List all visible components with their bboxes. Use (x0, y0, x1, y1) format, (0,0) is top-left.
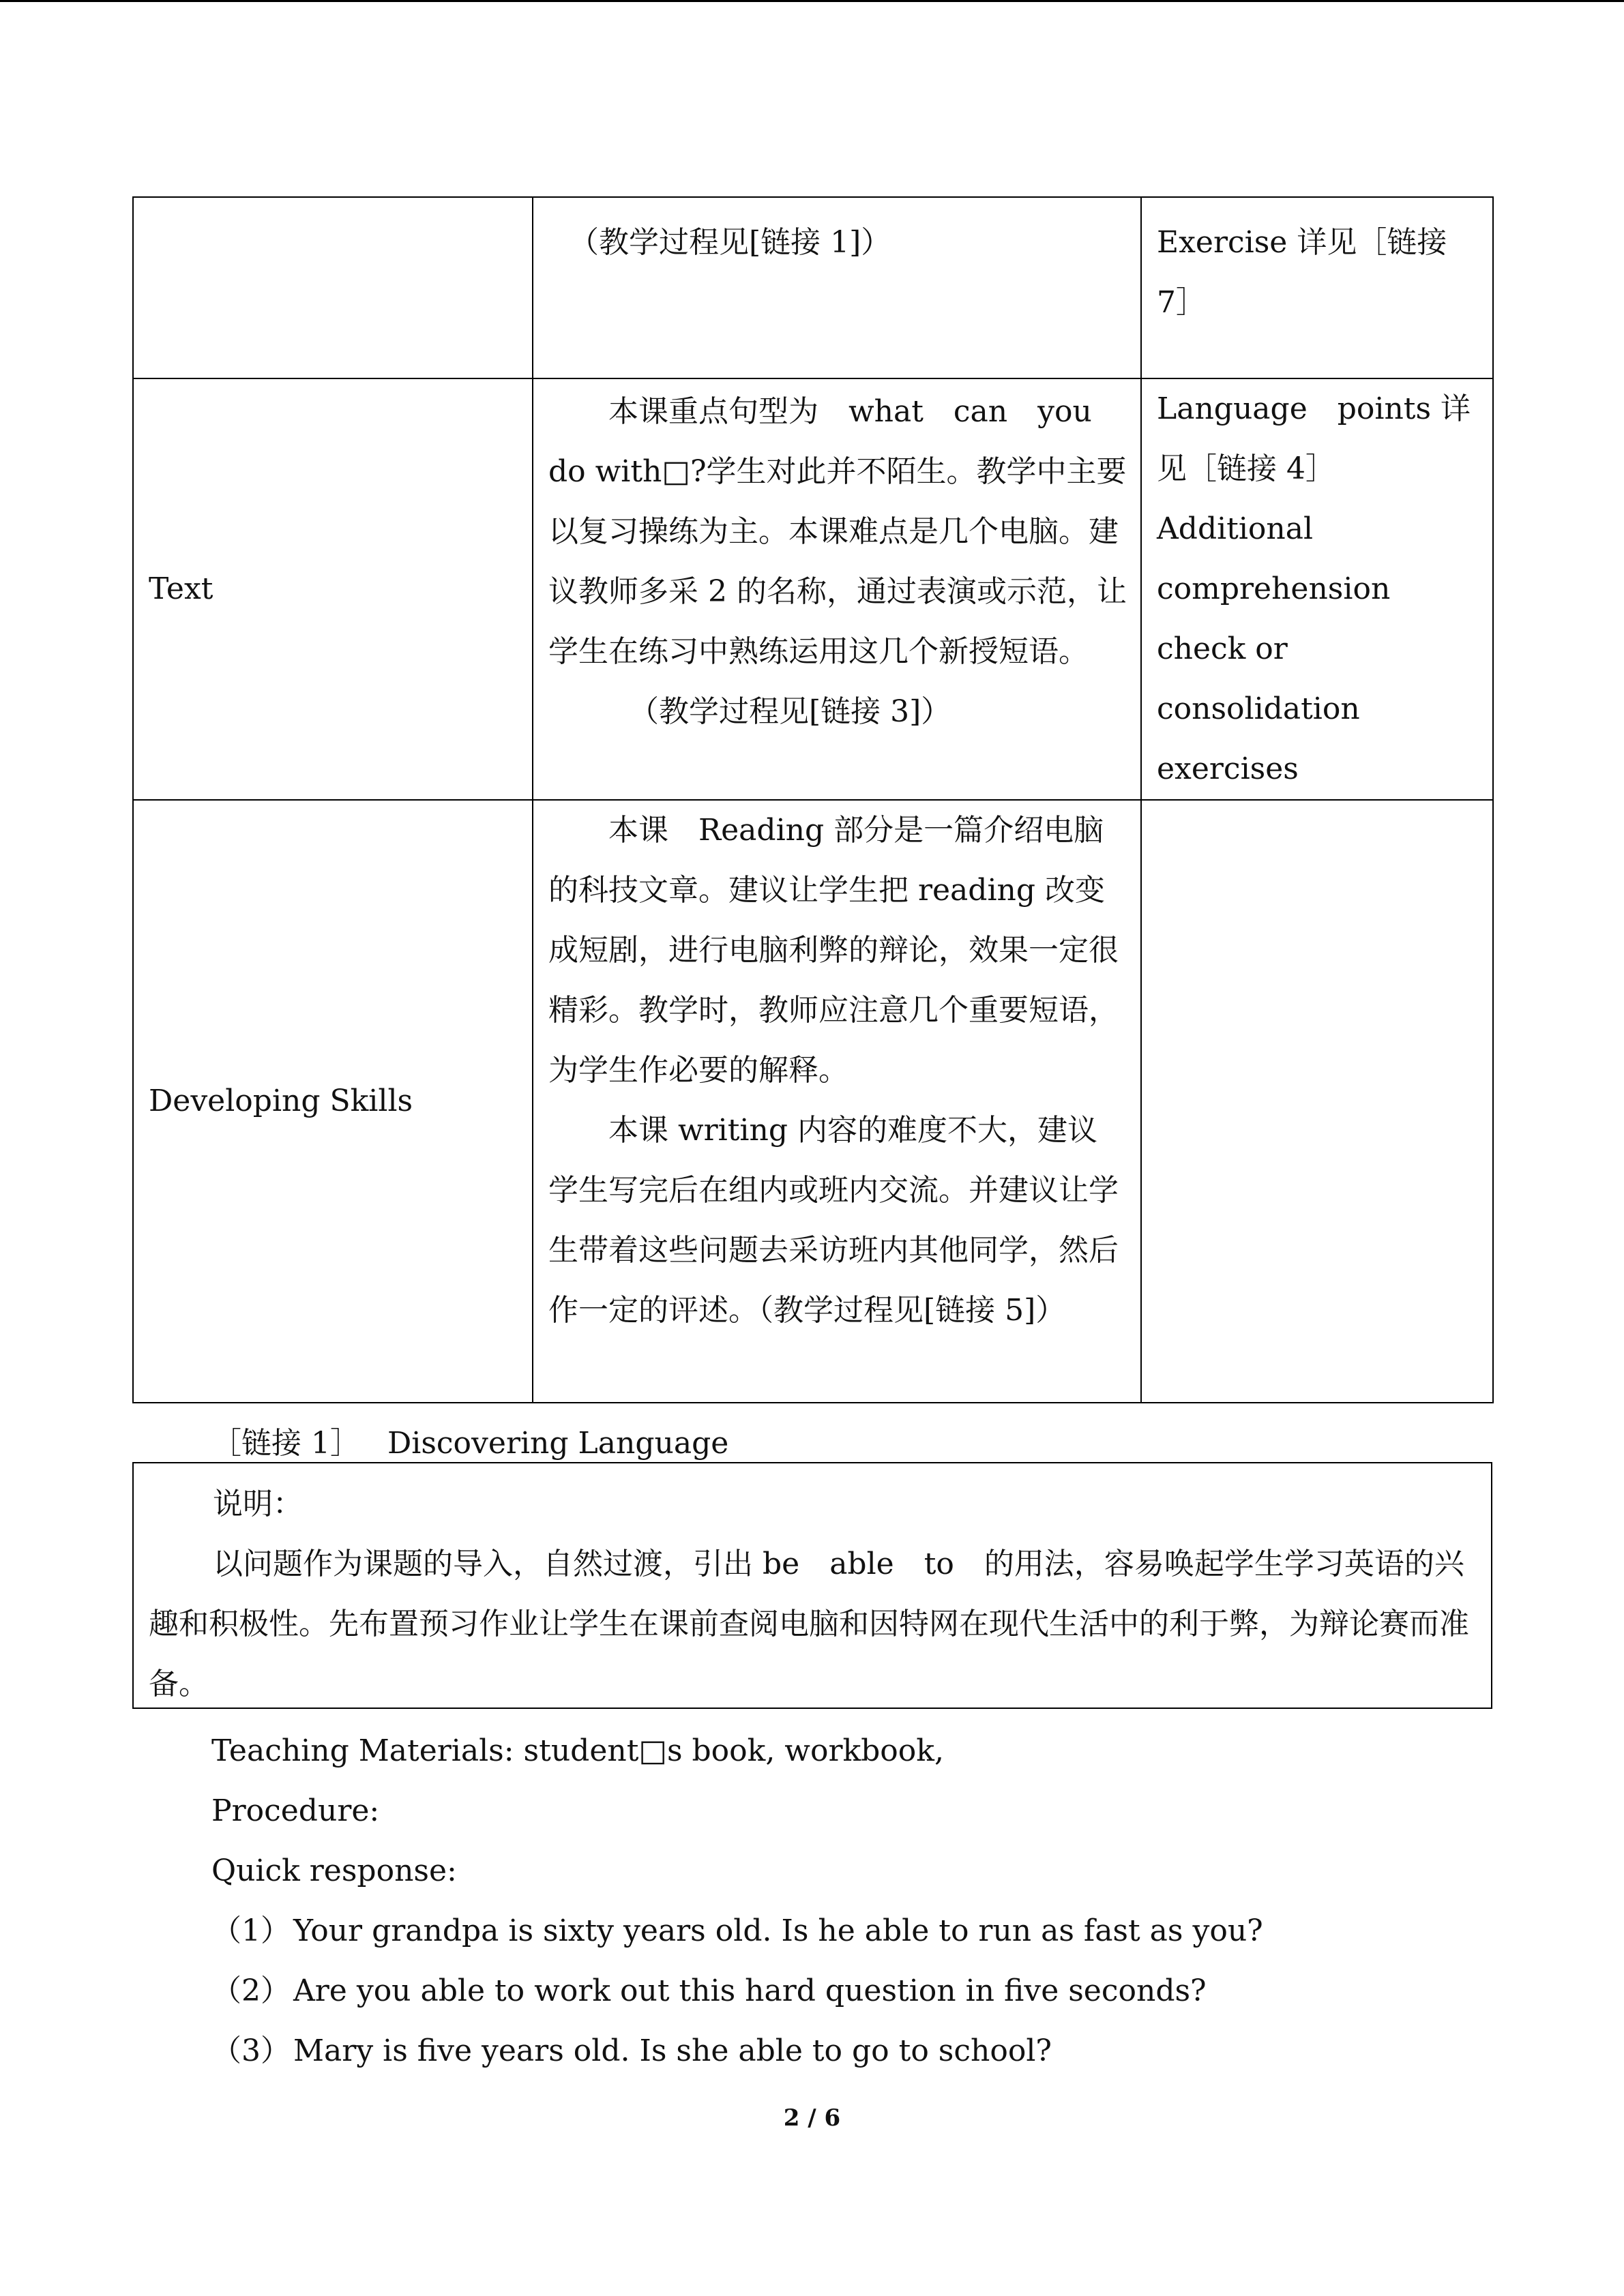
row-label: Developing Skills (149, 1084, 413, 1118)
table-row (133, 800, 1493, 1403)
notes-text: Language points 详见［链接 4］ (1157, 391, 1471, 486)
top-border-line (0, 0, 1624, 2)
notes-cell (1141, 378, 1493, 800)
page-number: 2 / 6 (783, 2104, 841, 2132)
quick-response-label: Quick response: (211, 1853, 457, 1888)
link-tag: ［链接 1］ (211, 1426, 360, 1461)
content-paragraph: 本课重点句型为 what can you do with□?学生对此并不陌生。教学中主要以复习操练为主。本课难点是几个电脑。建议教师多采 2 的名称，通过表演或示范，让学生在练习中熟练运用这几个新授短语。 (548, 394, 1127, 669)
content-paragraph: （教学过程见[链接 3]） (629, 694, 951, 729)
notes-text: Additional comprehension check or consolidation exercises (1157, 511, 1391, 786)
content-paragraph: 本课 Reading 部分是一篇介绍电脑的科技文章。建议让学生把 reading 改变成短剧，进行电脑利弊的辩论，效果一定很精彩。教学时，教师应注意几个重要短语，为学生作必要的解释。 (548, 813, 1119, 1088)
procedure-section (211, 1721, 1263, 2081)
row-label: Text (149, 571, 213, 606)
row-label-cell (133, 197, 533, 378)
notes-text: Exercise 详见［链接 7］ (1157, 225, 1447, 320)
teaching-materials: Teaching Materials: student□s book, workbook, (211, 1733, 944, 1768)
content-paragraph: （教学过程见[链接 1]） (569, 225, 891, 260)
lesson-plan-table (132, 196, 1494, 1403)
question-item: （1）Your grandpa is sixty years old. Is he able to run as fast as you? (211, 1913, 1263, 1948)
table-row (133, 197, 1493, 378)
row-label-cell (133, 378, 533, 800)
table-row (133, 378, 1493, 800)
notes-cell (1141, 197, 1493, 378)
notes-cell (1141, 800, 1493, 1403)
content-cell (533, 800, 1141, 1403)
content-paragraph: 本课 writing 内容的难度不大，建议学生写完后在组内或班内交流。并建议让学生带着这些问题去采访班内其他同学，然后作一定的评述。（教学过程见[链接 5]） (548, 1113, 1119, 1328)
explanation-box (132, 1462, 1492, 1709)
explanation-heading: 说明： (213, 1487, 303, 1521)
question-item: （2）Are you able to work out this hard question in five seconds? (211, 1973, 1207, 2008)
link-title: Discovering Language (387, 1426, 729, 1461)
content-cell (533, 378, 1141, 800)
content-cell (533, 197, 1141, 378)
row-label-cell (133, 800, 533, 1403)
explanation-body: 以问题作为课题的导入，自然过渡，引出 be able to 的用法，容易唤起学生学习英语的兴趣和积极性。先布置预习作业让学生在课前查阅电脑和因特网在现代生活中的利于弊，为辩论赛而准备。 (149, 1547, 1469, 1701)
procedure-label: Procedure: (211, 1793, 380, 1828)
question-item: （3）Mary is five years old. Is she able to go to school? (211, 2033, 1052, 2068)
